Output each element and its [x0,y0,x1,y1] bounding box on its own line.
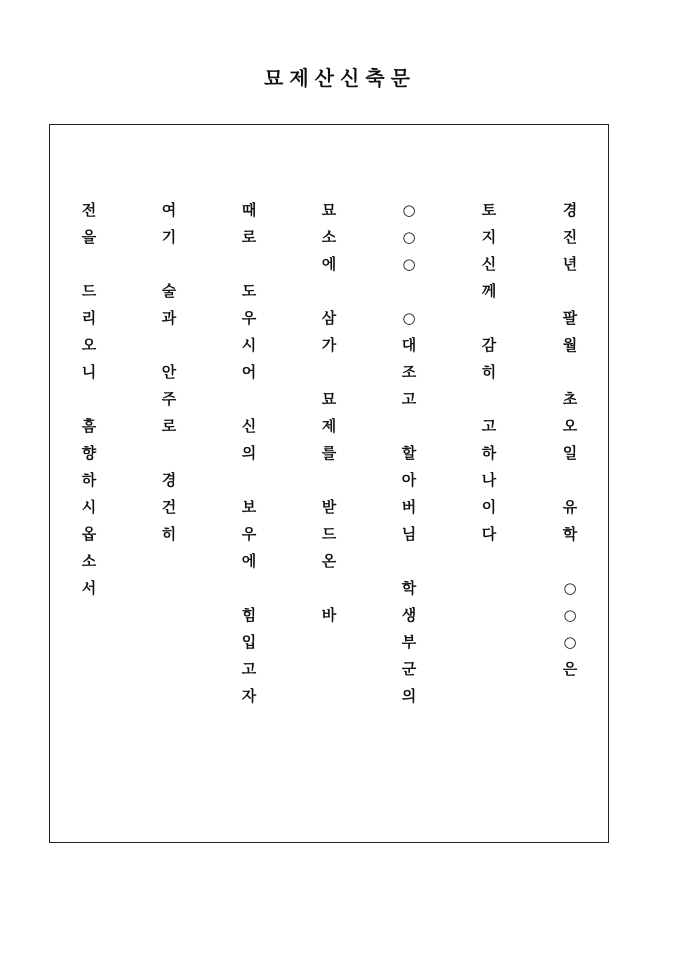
text-char: ○ [563,633,577,651]
text-char: 유 [562,498,578,516]
text-char: 소 [321,228,337,246]
text-char: 히 [161,525,177,543]
text-char: 생 [401,606,417,624]
text-char [556,467,584,494]
text-char: 전 [81,201,97,219]
text-char [315,467,343,494]
text-char [155,440,183,467]
text-char: 신 [481,255,497,273]
text-char: 조 [401,363,417,381]
text-char: 때 [241,201,257,219]
text-char: 를 [321,444,337,462]
text-char: 초 [562,390,578,408]
text-char: 오 [81,336,97,354]
text-char: 바 [321,606,337,624]
text-char [315,359,343,386]
text-char: 나 [481,471,497,489]
text-char: 리 [81,309,97,327]
text-char [395,413,423,440]
text-column-1 [556,197,584,683]
text-char: 묘 [321,201,337,219]
text-char: 드 [321,525,337,543]
text-char: 다 [481,525,497,543]
text-char: 대 [401,336,417,354]
text-char: 우 [241,525,257,543]
text-char: 학 [562,525,578,543]
text-char: 히 [481,363,497,381]
text-char: 경 [562,201,578,219]
text-char: 부 [401,633,417,651]
text-char [475,305,503,332]
text-char: 로 [161,417,177,435]
text-char [556,548,584,575]
text-char: 안 [161,363,177,381]
text-char: 경 [161,471,177,489]
text-char: 월 [562,336,578,354]
text-char: 오 [562,417,578,435]
text-char: 묘 [321,390,337,408]
text-char: 아 [401,471,417,489]
text-column-3 [395,197,423,710]
text-char: 지 [481,228,497,246]
document-title: 묘제산신축문 [264,66,416,90]
text-char: 할 [401,444,417,462]
text-char: 시 [241,336,257,354]
text-char: 군 [401,660,417,678]
text-char: 팔 [562,309,578,327]
text-column-5 [235,197,263,710]
text-column-7 [75,197,103,602]
text-char: 우 [241,309,257,327]
text-char: 온 [321,552,337,570]
text-char: ○ [402,228,416,246]
text-char: 니 [81,363,97,381]
text-char: 흠 [81,417,97,435]
text-char: 입 [241,633,257,651]
text-char: ○ [563,606,577,624]
text-char: 감 [481,336,497,354]
text-char: 소 [81,552,97,570]
text-char [315,575,343,602]
text-char: 신 [241,417,257,435]
text-column-2 [475,197,503,548]
text-char: 로 [241,228,257,246]
text-char: 을 [81,228,97,246]
text-char: 기 [161,228,177,246]
text-char [475,386,503,413]
text-column-4 [315,197,343,629]
text-char [235,575,263,602]
text-char: 서 [81,579,97,597]
text-char: 주 [161,390,177,408]
text-char: 고 [481,417,497,435]
text-char: 제 [321,417,337,435]
text-char: 버 [401,498,417,516]
text-char: 건 [161,498,177,516]
text-char [155,251,183,278]
text-char: 옵 [81,525,97,543]
text-char: 년 [562,255,578,273]
text-char: 여 [161,201,177,219]
text-char [395,548,423,575]
text-char: 가 [321,336,337,354]
text-char: ○ [402,309,416,327]
text-char: 이 [481,498,497,516]
text-char: 받 [321,498,337,516]
text-char: 도 [241,282,257,300]
text-char: 에 [241,552,257,570]
text-char [235,386,263,413]
text-char: 과 [161,309,177,327]
text-char: 하 [81,471,97,489]
text-char: 드 [81,282,97,300]
text-char [556,359,584,386]
text-char: 자 [241,687,257,705]
text-char [235,467,263,494]
text-char: 삼 [321,309,337,327]
text-char: 고 [241,660,257,678]
text-char: 하 [481,444,497,462]
text-char [155,332,183,359]
text-char [315,278,343,305]
text-char [395,278,423,305]
text-char: 의 [241,444,257,462]
text-char [556,278,584,305]
text-char: 진 [562,228,578,246]
text-column-6 [155,197,183,548]
text-char: 술 [161,282,177,300]
text-char: ○ [563,579,577,597]
text-char: 시 [81,498,97,516]
text-char: 의 [401,687,417,705]
text-char [235,251,263,278]
text-char: 토 [481,201,497,219]
text-char: 에 [321,255,337,273]
text-char: ○ [402,255,416,273]
text-char [75,386,103,413]
text-char: 은 [562,660,578,678]
text-char: ○ [402,201,416,219]
text-char: 고 [401,390,417,408]
text-char: 학 [401,579,417,597]
text-char: 어 [241,363,257,381]
text-char: 님 [401,525,417,543]
text-char: 힘 [241,606,257,624]
text-char [75,251,103,278]
text-char: 께 [481,282,497,300]
text-char: 보 [241,498,257,516]
text-char: 향 [81,444,97,462]
text-char: 일 [562,444,578,462]
